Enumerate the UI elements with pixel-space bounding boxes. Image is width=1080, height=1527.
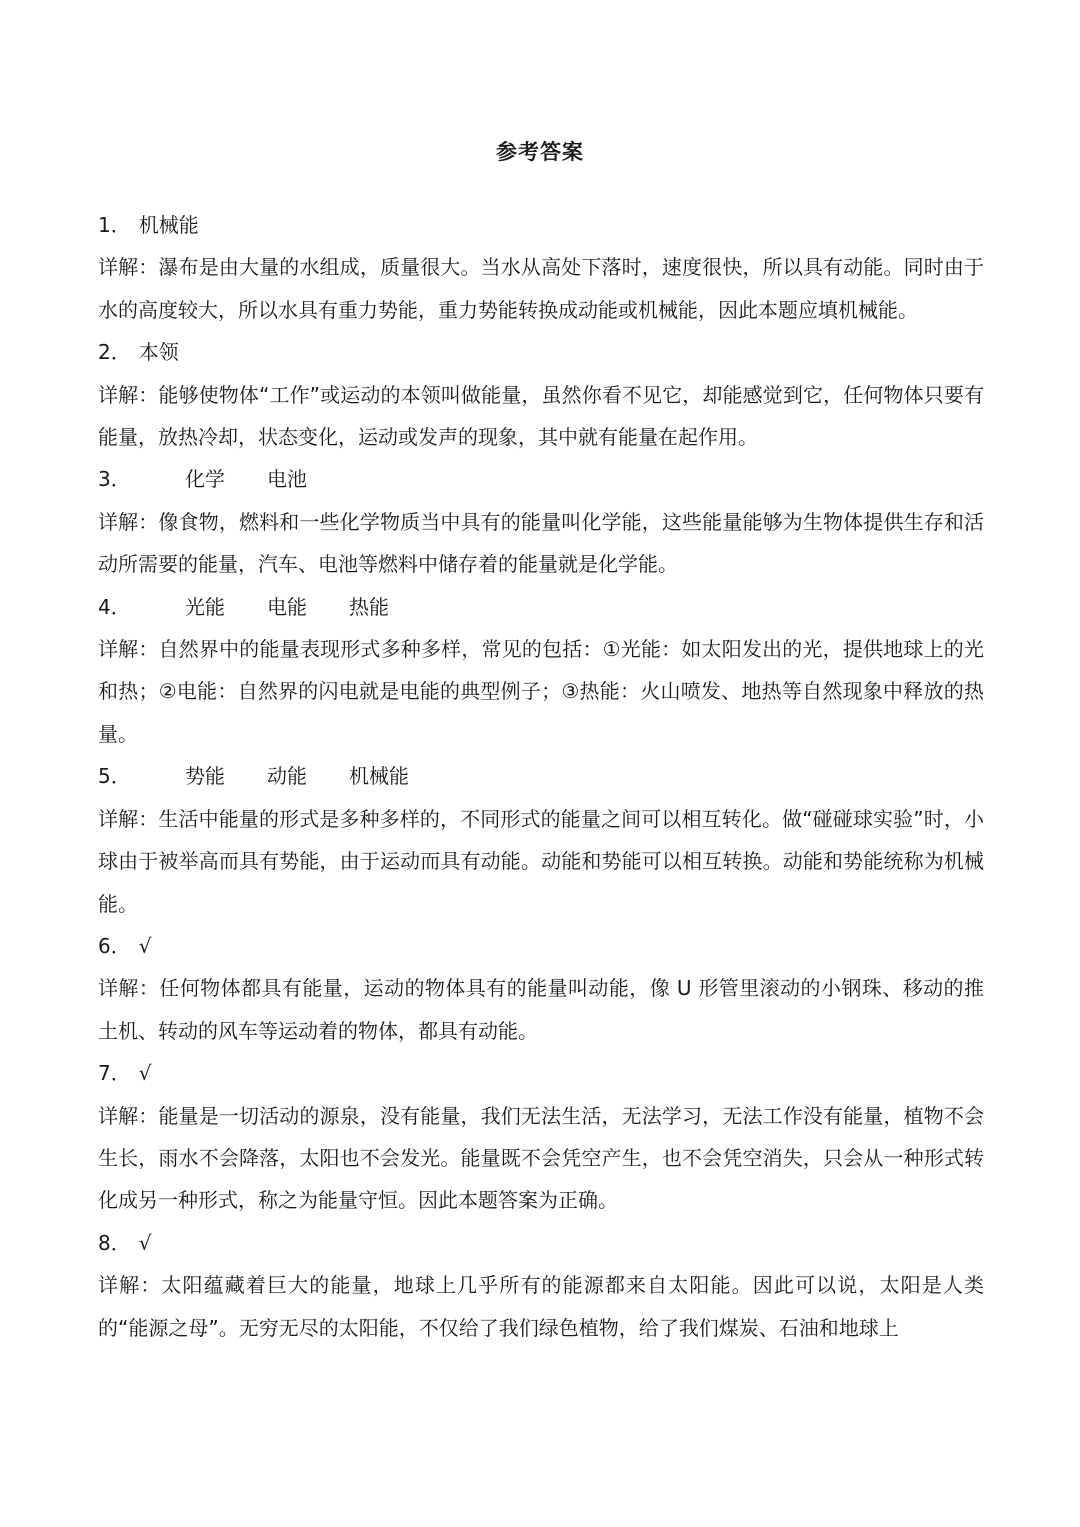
question-1-detail: 详解：瀑布是由大量的水组成，质量很大。当水从高处下落时，速度很快，所以具有动能。同时由于水的高度较大，所以水具有重力势能，重力势能转换成动能或机械能，因此本题应填机械能。 [98, 255, 984, 322]
checkmark-answer: √ [138, 1061, 152, 1086]
page-title: 参考答案 [496, 140, 584, 164]
question-2-detail: 详解：能够使物体“工作”或运动的本领叫做能量，虽然你看不见它，却能感觉到它，任何物体只要有能量，放热冷却，状态变化，运动或发声的现象，其中就有能量在起作用。 [98, 382, 984, 450]
question-8-detail: 详解：太阳蕴藏着巨大的能量，地球上几乎所有的能源都来自太阳能。因此可以说，太阳是人类的“能源之母”。无穷无尽的太阳能，不仅给了我们绿色植物，给了我们煤炭、石油和地球上 [98, 1273, 984, 1340]
answer-text: 本领 [138, 340, 179, 365]
answer-text: 机械能 [138, 213, 199, 237]
answer-text: 机械能 [349, 764, 409, 789]
question-1 [98, 204, 984, 331]
question-3-detail: 详解：像食物，燃料和一些化学物质当中具有的能量叫化学能，这些能量能够为生物体提供生存和活动所需要的能量，汽车、电池等燃料中储存着的能量就是化学能。 [98, 509, 984, 577]
question-8 [98, 1222, 984, 1349]
question-number: 7． [98, 1061, 131, 1086]
answer-text: 动能 [267, 764, 307, 789]
checkmark-answer: √ [138, 1230, 152, 1255]
answer-list [98, 204, 984, 1349]
question-7-answer-line [98, 1052, 984, 1094]
question-4-detail: 详解：自然界中的能量表现形式多种多样，常见的包括：①光能：如太阳发出的光，提供地球上的光和热；②电能：自然界的闪电就是电能的典型例子；③热能：火山喷发、地热等自然现象中释放的热量。 [98, 637, 984, 746]
question-5 [98, 755, 984, 925]
question-6-detail: 详解：任何物体都具有能量，运动的物体具有的能量叫动能，像 U 形管里滚动的小钢珠、移动的推土机、转动的风车等运动着的物体，都具有动能。 [98, 976, 984, 1043]
question-number: 4． [98, 594, 131, 619]
question-number: 3． [98, 467, 131, 492]
question-number: 2． [98, 340, 131, 365]
answer-text: 势能 [185, 764, 225, 789]
question-7 [98, 1052, 984, 1222]
answer-text: 电池 [267, 467, 307, 492]
answer-text: 光能 [185, 594, 225, 619]
question-5-answer-line [98, 755, 984, 797]
question-number: 6． [98, 933, 131, 958]
question-3-answer-line [98, 458, 984, 500]
question-7-detail: 详解：能量是一切活动的源泉，没有能量，我们无法生活，无法学习，无法工作没有能量，植物不会生长，雨水不会降落，太阳也不会发光。能量既不会凭空产生，也不会凭空消失，只会从一种形式转化成另一种形式，称之为能量守恒。因此本题答案为正确。 [98, 1103, 984, 1213]
question-4 [98, 586, 984, 756]
question-number: 5． [98, 764, 131, 789]
question-2 [98, 331, 984, 458]
question-6 [98, 925, 984, 1052]
checkmark-answer: √ [138, 933, 152, 958]
question-number: 8． [98, 1230, 131, 1255]
question-1-answer-line [98, 204, 984, 246]
question-8-answer-line [98, 1222, 984, 1264]
question-4-answer-line [98, 586, 984, 628]
question-6-answer-line [98, 925, 984, 967]
question-2-answer-line [98, 331, 984, 373]
question-3 [98, 458, 984, 585]
question-5-detail: 详解：生活中能量的形式是多种多样的，不同形式的能量之间可以相互转化。做“碰碰球实验”时，小球由于被举高而具有势能，由于运动而具有动能。动能和势能可以相互转换。动能和势能统称为机械能。 [98, 806, 984, 916]
answer-text: 热能 [349, 594, 389, 619]
question-number: 1． [98, 213, 131, 237]
answer-text: 化学 [185, 467, 225, 492]
answer-text: 电能 [267, 594, 307, 619]
